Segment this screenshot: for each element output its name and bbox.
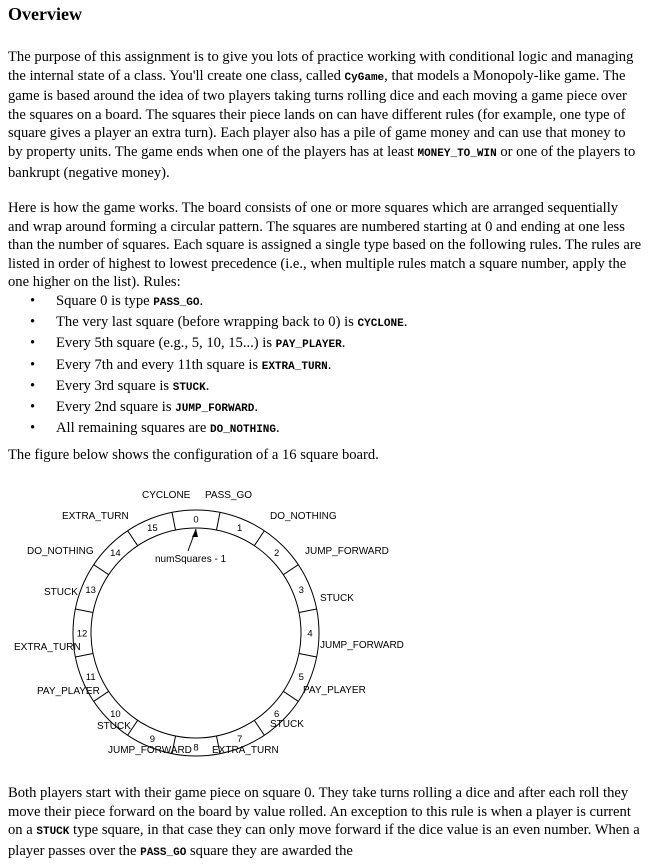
rule-end: .	[254, 399, 259, 416]
square-number: 8	[193, 742, 199, 754]
rule-end: .	[205, 377, 210, 394]
rule-end: .	[341, 335, 346, 352]
square-numbers	[77, 515, 313, 754]
intro-text-2: , that models a Monopoly-like game. The game is based around the idea of two players taking turns rolling dice and each moving a game piece over the squares on a board. The squares their piece lands on can have different rules (for example, one type of square gives a player an extra turn). Each player also has a pile of game money and can use that money to by property units. The game ends when one of the players has at least	[8, 67, 627, 160]
rule-code: CYCLONE	[357, 318, 404, 331]
center-label: numSquares - 1	[155, 554, 227, 565]
label-sq1: DO_NOTHING	[270, 511, 337, 522]
rule-text: The very last square (before wrapping back to 0) is	[56, 314, 358, 331]
rule-code: STUCK	[172, 381, 206, 394]
square-number: 4	[307, 628, 313, 640]
rule-item	[0, 334, 407, 355]
pass-go-code: PASS_GO	[140, 846, 187, 859]
square-divider	[254, 531, 264, 546]
pointer-arrowhead	[192, 529, 198, 537]
square-number: 9	[149, 733, 156, 745]
square-divider	[283, 691, 298, 701]
rule-code: JUMP_FORWARD	[175, 403, 255, 416]
rule-item	[0, 398, 407, 419]
square-divider	[172, 512, 176, 530]
square-number: 7	[236, 733, 243, 745]
square-divider	[94, 565, 109, 575]
label-sq3: STUCK	[320, 593, 354, 604]
label-sq4: JUMP_FORWARD	[320, 640, 404, 651]
square-divider	[254, 720, 264, 735]
square-divider	[299, 653, 317, 657]
label-sq5: PAY_PLAYER	[303, 685, 366, 696]
figure-caption: The figure below shows the configuration of a 16 square board.	[8, 447, 379, 463]
square-number: 11	[85, 672, 96, 684]
rule-end: .	[327, 356, 332, 373]
square-number: 1	[236, 523, 243, 535]
square-number: 10	[110, 709, 121, 721]
square-number: 5	[298, 672, 304, 684]
square-divider	[283, 565, 298, 575]
rule-end: .	[276, 420, 280, 437]
label-pass-go: PASS_GO	[205, 490, 253, 501]
square-number: 2	[273, 547, 280, 559]
rules-paragraph: Here is how the game works. The board consists of one or more squares which are arranged sequentially and wrap around forming a circular pattern. The squares are numbered starting at 0 and ending at one less than the number of squares. Each square is assigned a single type based on the following rules. The rules are listed in order of highest to lowest precedence (i.e., when multiple rules match a square number, apply the one higher on the list). Rules:	[8, 200, 642, 291]
square-divider	[75, 609, 93, 613]
rule-text: Square 0 is type	[56, 293, 154, 309]
intro-text-1: The purpose of this assignment is to give you lots of practice working with conditional logic and managing the internal state of a class. You'll create one class, called	[8, 49, 634, 84]
stuck-code: STUCK	[36, 826, 70, 839]
rules-list	[0, 292, 407, 440]
rule-item	[0, 313, 407, 334]
class-name-code: CyGame	[344, 71, 385, 84]
label-sq2: JUMP_FORWARD	[305, 546, 389, 557]
intro-text-3: or one of the players to bankrupt (negative money).	[8, 143, 636, 181]
rule-text: Every 3rd square is	[56, 377, 173, 394]
label-sq13: DO_NOTHING	[27, 546, 94, 557]
money-to-win-code: MONEY_TO_WIN	[417, 147, 497, 160]
label-sq7: EXTRA_TURN	[212, 745, 279, 756]
rule-item	[0, 356, 407, 377]
label-sq14: EXTRA_TURN	[62, 511, 129, 522]
square-divider	[128, 531, 138, 546]
rule-code: DO_NOTHING	[210, 424, 277, 437]
section-heading: Overview	[8, 4, 82, 24]
label-sq11: EXTRA_TURN	[14, 642, 81, 653]
gameplay-text-1: Both players start with their game piece on square 0. They take turns rolling a dice and after each roll they move their piece forward on the board by value rolled. An exception to this rule is when a player is current on a	[8, 785, 631, 839]
rule-code: PASS_GO	[153, 297, 200, 309]
square-number: 3	[298, 584, 304, 596]
rule-text: Every 2nd square is	[56, 399, 176, 416]
square-number: 12	[76, 628, 88, 640]
rule-item	[0, 419, 407, 440]
square-divider	[216, 512, 220, 530]
square-number: 15	[147, 523, 158, 535]
label-sq9: STUCK	[97, 721, 131, 732]
rule-end: .	[199, 293, 204, 309]
square-divider	[299, 609, 317, 613]
square-divider	[75, 653, 93, 657]
label-cyclone: CYCLONE	[142, 490, 191, 501]
intro-paragraph	[8, 48, 642, 182]
gameplay-text-2: type square, in that case they can only move forward if the dice value is an even number. When a player passes over the	[8, 822, 640, 859]
rule-item	[0, 292, 407, 313]
label-sq12: STUCK	[44, 587, 78, 598]
board-figure	[0, 478, 649, 760]
square-number: 13	[85, 584, 96, 596]
rule-code: EXTRA_TURN	[261, 360, 328, 373]
gameplay-text-3: square they are awarded the	[186, 842, 353, 859]
label-sq10: PAY_PLAYER	[37, 686, 100, 697]
label-sq6: STUCK	[270, 719, 304, 730]
square-number: 14	[110, 547, 121, 559]
gameplay-paragraph	[8, 784, 642, 862]
rule-end: .	[403, 314, 408, 331]
rule-item	[0, 377, 407, 398]
label-sq8: JUMP_FORWARD	[108, 745, 192, 756]
rule-code: PAY_PLAYER	[275, 339, 342, 352]
rule-text: Every 5th square (e.g., 5, 10, 15...) is	[56, 335, 276, 352]
square-number: 0	[193, 514, 199, 526]
rule-text: All remaining squares are	[56, 420, 210, 437]
rule-text: Every 7th and every 11th square is	[56, 356, 262, 373]
square-number: 6	[273, 709, 280, 721]
